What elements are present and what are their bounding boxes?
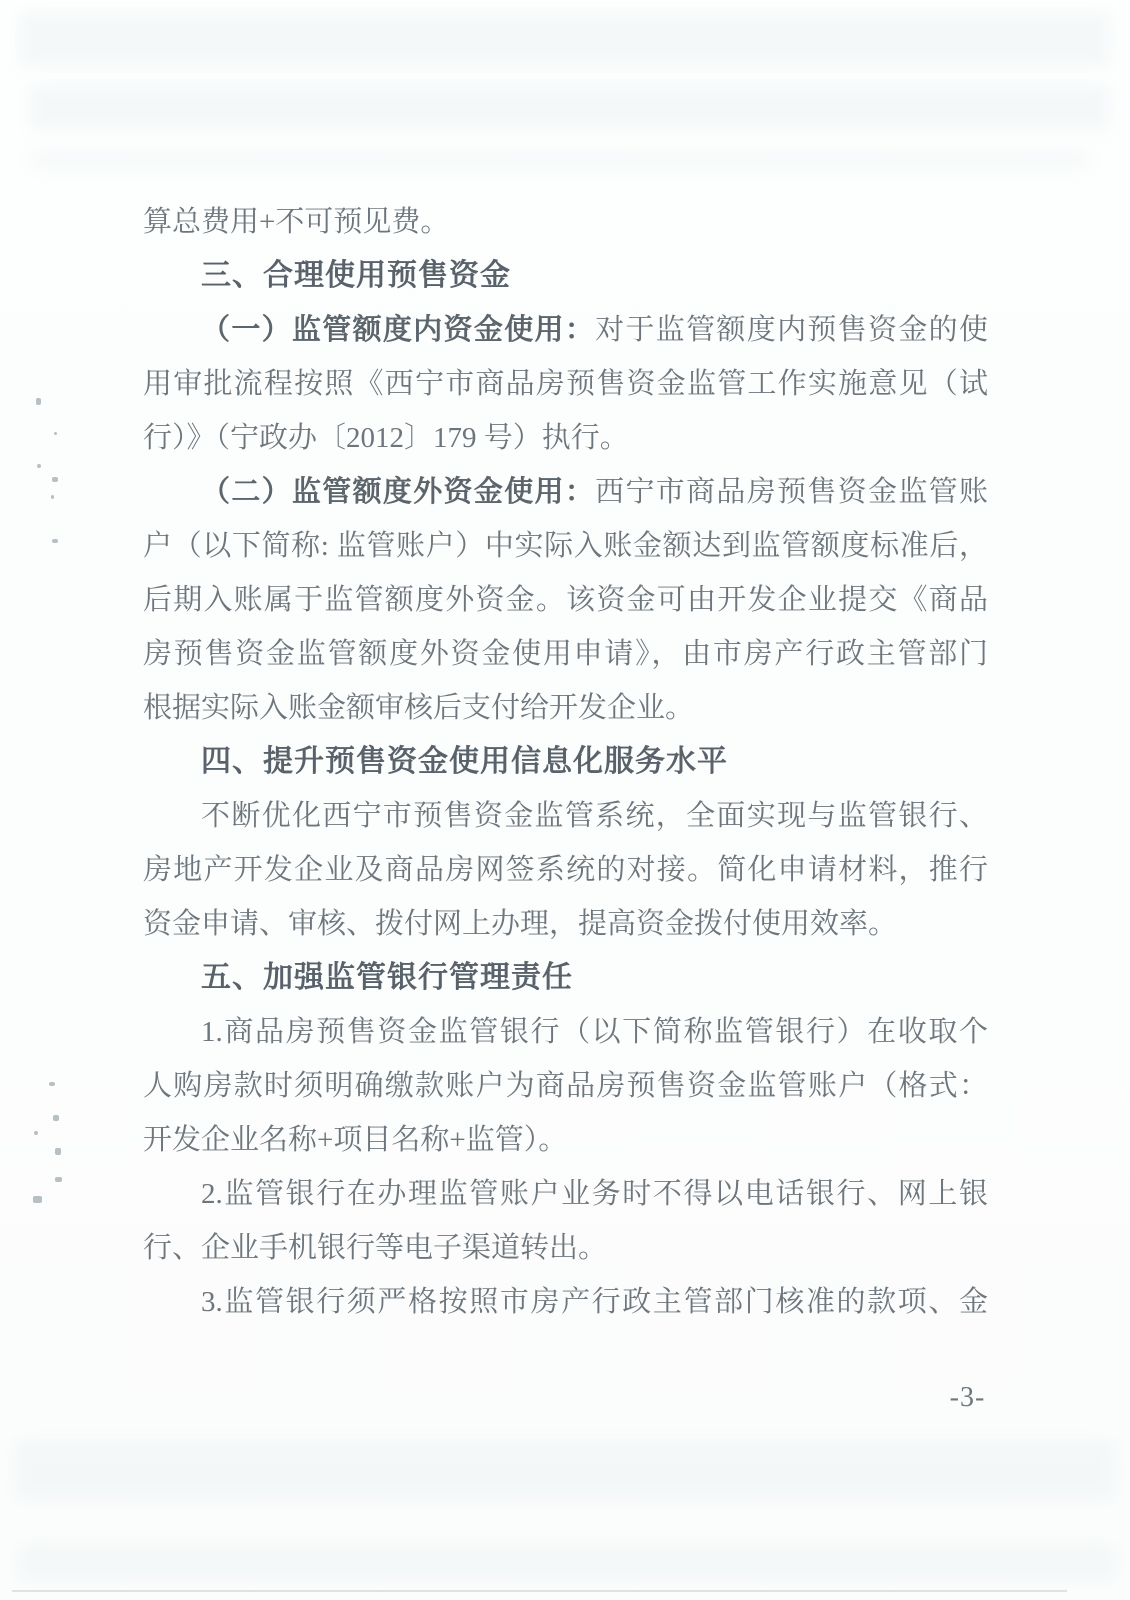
page-number: -3- <box>949 1382 986 1413</box>
bleedthrough-smudge <box>20 1545 1115 1580</box>
paragraph-line: 1.商品房预售资金监管银行（以下简称监管银行）在收取个 <box>201 1016 988 1048</box>
section-heading-4: 四、提升预售资金使用信息化服务水平 <box>201 745 728 778</box>
paragraph-line: 开发企业名称+项目名称+监管）。 <box>143 1124 568 1156</box>
paragraph-line: 2.监管银行在办理监管账户业务时不得以电话银行、网上银 <box>201 1178 988 1210</box>
scan-speck <box>51 495 54 499</box>
paragraph-line: 行、企业手机银行等电子渠道转出。 <box>143 1232 608 1264</box>
paragraph-line: 房预售资金监管额度外资金使用申请》，由市房产行政主管部门 <box>143 638 988 670</box>
scan-speck <box>37 464 41 468</box>
paragraph-line: 资金申请、审核、拨付网上办理，提高资金拨付使用效率。 <box>143 908 898 940</box>
paragraph-line: 后期入账属于监管额度外资金。该资金可由开发企业提交《商品 <box>143 584 988 616</box>
paragraph-line: 房地产开发企业及商品房网签系统的对接。简化申请材料，推行 <box>143 854 988 886</box>
scan-speck <box>52 539 58 543</box>
section-heading-5: 五、加强监管银行管理责任 <box>201 961 573 994</box>
paragraph-line: 根据实际入账金额审核后支付给开发企业。 <box>143 692 695 724</box>
paragraph-line <box>143 303 988 357</box>
paragraph-line: 3.监管银行须严格按照市房产行政主管部门核准的款项、金 <box>201 1286 988 1318</box>
line-text: 对于监管额度内预售资金的使 <box>595 314 988 346</box>
section-heading-3: 三、合理使用预售资金 <box>201 259 511 292</box>
bleedthrough-smudge <box>30 150 1090 168</box>
paragraph-line: 行）》（宁政办〔2012〕179 号）执行。 <box>143 422 629 454</box>
paragraph-line: 户（以下简称: 监管账户）中实际入账金额达到监管额度标准后， <box>143 530 988 562</box>
paragraph-line: 用审批流程按照《西宁市商品房预售资金监管工作实施意见（试 <box>143 368 988 400</box>
bleedthrough-smudge <box>15 1440 1115 1500</box>
document-body <box>143 195 988 1329</box>
scan-speck <box>34 1131 38 1135</box>
scan-speck <box>55 1177 62 1182</box>
paragraph-line: 人购房款时须明确缴款账户为商品房预售资金监管账户（格式： <box>143 1070 988 1102</box>
line-text: 西宁市商品房预售资金监管账 <box>595 476 988 508</box>
scan-speck <box>52 477 58 482</box>
scan-speck <box>36 398 41 405</box>
bold-lead-subsection-1: （一）监管额度内资金使用： <box>201 314 596 346</box>
paragraph-continuation-line: 算总费用+不可预见费。 <box>143 206 450 238</box>
scan-speck <box>53 1115 59 1121</box>
scan-edge-line <box>12 1590 1067 1592</box>
bleedthrough-smudge <box>30 85 1110 130</box>
scan-speck <box>55 1148 61 1155</box>
scan-speck <box>54 432 57 435</box>
scan-speck <box>33 1196 42 1203</box>
scan-speck <box>49 1082 55 1086</box>
paragraph-line <box>143 465 988 519</box>
bleedthrough-smudge <box>20 12 1110 67</box>
bold-lead-subsection-2: （二）监管额度外资金使用： <box>201 476 596 508</box>
paragraph-line: 不断优化西宁市预售资金监管系统，全面实现与监管银行、 <box>201 800 988 832</box>
